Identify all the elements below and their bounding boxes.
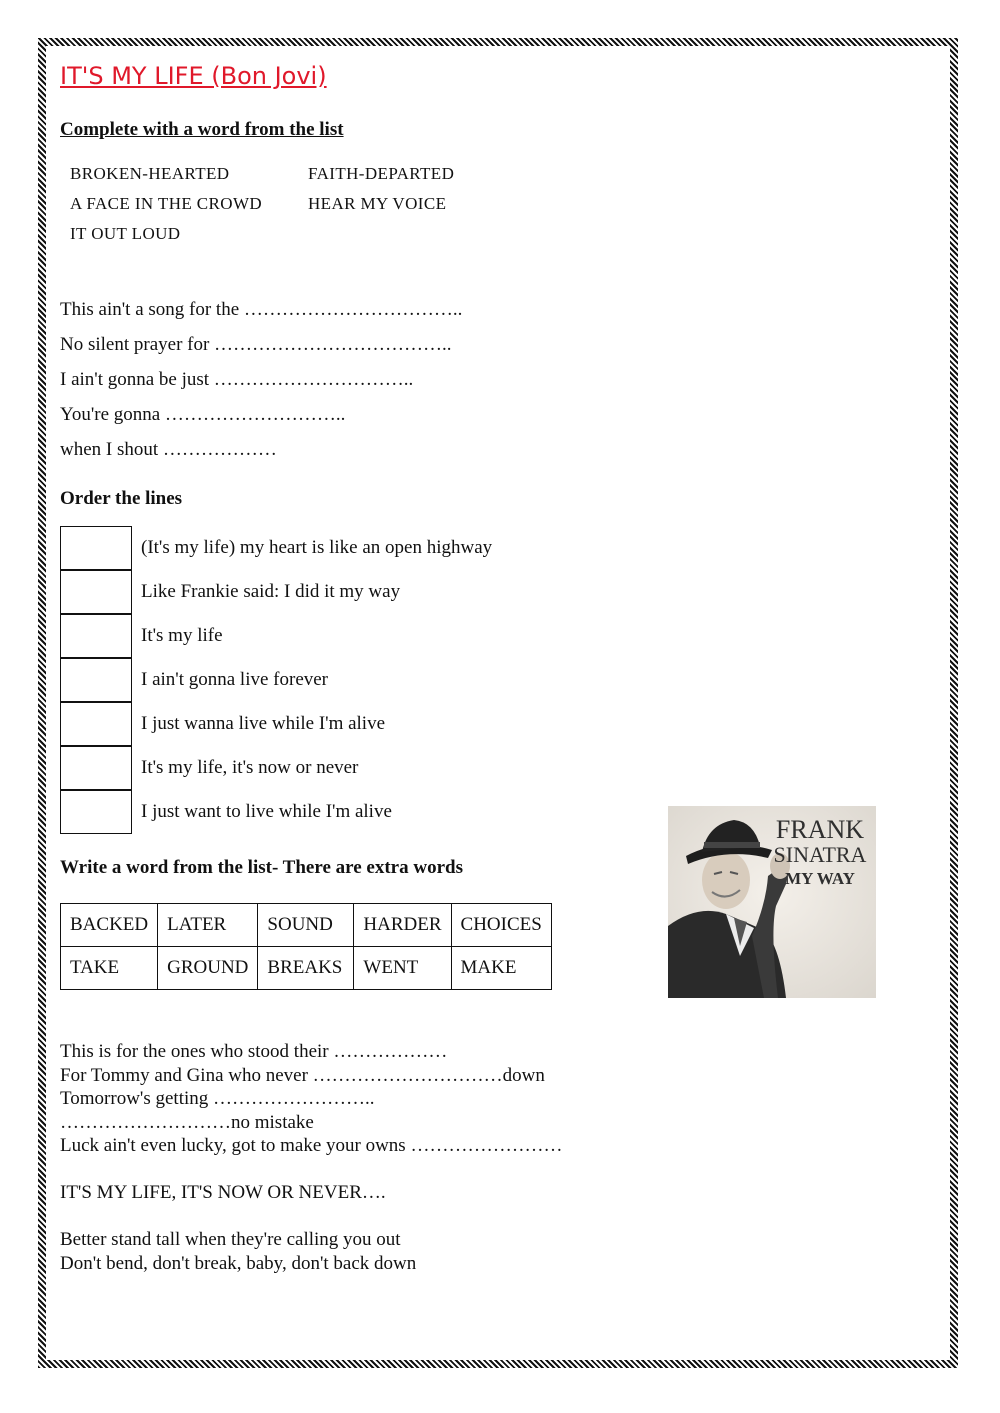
order-line-text: (It's my life) my heart is like an open highway (141, 537, 493, 558)
lyrics-verse (60, 1040, 562, 1158)
word-bank-table (60, 903, 552, 990)
order-number-box[interactable] (60, 658, 132, 702)
lyric-line: Better stand tall when they're calling you out (60, 1229, 401, 1250)
order-line-text: I just want to live while I'm alive (141, 801, 392, 822)
gap-fill-line: This ain't a song for the …………………………….. (60, 299, 463, 320)
lyric-line: Don't bend, don't break, baby, don't back down (60, 1252, 417, 1274)
lyric-line: ………………………no mistake (60, 1111, 314, 1133)
word-bank-cell: SOUND (258, 904, 354, 947)
order-line-text: It's my life, it's now or never (141, 757, 359, 778)
lyric-line: Luck ain't even lucky, got to make your owns …………………… (60, 1135, 563, 1156)
word-list (70, 164, 490, 244)
word-bank-cell: BREAKS (258, 947, 354, 990)
word-bank-cell: WENT (354, 947, 451, 990)
order-row (60, 526, 492, 570)
order-number-box[interactable] (60, 570, 132, 614)
section-order-heading: Order the lines (60, 488, 183, 509)
word-list-item: FAITH-DEPARTED (308, 164, 455, 183)
order-number-box[interactable] (60, 526, 132, 570)
gap-fill-lines (60, 298, 462, 473)
order-number-box[interactable] (60, 790, 132, 834)
order-row (60, 702, 492, 746)
order-row (60, 658, 492, 702)
album-artist-first-name: FRANK (775, 815, 865, 844)
order-number-box[interactable] (60, 702, 132, 746)
word-bank-cell: GROUND (158, 947, 258, 990)
order-line-text: I ain't gonna live forever (141, 669, 329, 690)
album-artist-last-name: SINATRA (773, 842, 867, 867)
word-list-item: IT OUT LOUD (70, 224, 181, 243)
order-row (60, 790, 492, 834)
word-bank-cell: CHOICES (451, 904, 551, 947)
gap-fill-line: when I shout ……………… (60, 439, 277, 460)
word-list-item: BROKEN-HEARTED (70, 164, 230, 183)
frank-sinatra-album-cover (668, 806, 876, 998)
order-row (60, 746, 492, 790)
order-lines-list (60, 526, 492, 834)
album-title: MY WAY (785, 869, 855, 888)
order-line-text: I just wanna live while I'm alive (141, 713, 386, 734)
order-number-box[interactable] (60, 614, 132, 658)
word-list-item: A FACE IN THE CROWD (70, 194, 263, 213)
lyric-line: For Tommy and Gina who never …………………………down (60, 1064, 545, 1086)
order-number-box[interactable] (60, 746, 132, 790)
order-row (60, 614, 492, 658)
lyrics-chorus: IT'S MY LIFE, IT'S NOW OR NEVER…. (60, 1182, 386, 1203)
word-bank-cell: MAKE (451, 947, 551, 990)
order-line-text: It's my life (141, 625, 223, 646)
order-line-text: Like Frankie said: I did it my way (141, 581, 401, 602)
lyric-line: This is for the ones who stood their ……………… (60, 1041, 448, 1062)
lyrics-outro (60, 1228, 416, 1275)
word-bank-cell: LATER (158, 904, 258, 947)
word-bank-cell: HARDER (354, 904, 451, 947)
order-row (60, 570, 492, 614)
lyric-line: Tomorrow's getting …………………….. (60, 1088, 375, 1109)
table-row (61, 904, 552, 947)
word-bank-cell: BACKED (61, 904, 158, 947)
table-row (61, 947, 552, 990)
word-list-item: HEAR MY VOICE (308, 194, 447, 213)
word-bank-cell: TAKE (61, 947, 158, 990)
section-complete-heading: Complete with a word from the list (60, 119, 344, 140)
gap-fill-line: You're gonna ……………………….. (60, 404, 346, 425)
gap-fill-line: No silent prayer for ……………………………….. (60, 334, 452, 355)
section-write-word-heading: Write a word from the list- There are extra words (60, 857, 463, 878)
worksheet-title: IT'S MY LIFE (Bon Jovi) (60, 62, 327, 90)
gap-fill-line: I ain't gonna be just ………………………….. (60, 369, 414, 390)
